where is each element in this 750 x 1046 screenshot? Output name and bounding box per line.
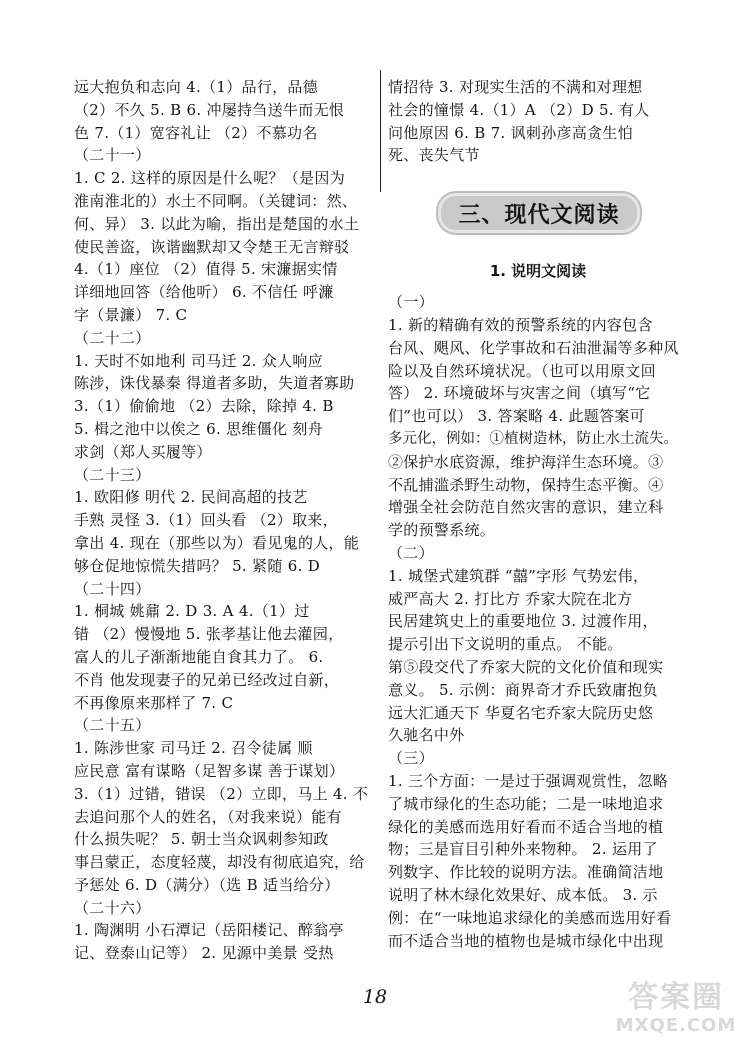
answer-line: 1. 天时不如地利 司马迁 2. 众人响应 (74, 351, 323, 370)
answer-line: 手熟 灵怪 3.（1）回头看 （2）取来， (74, 511, 339, 530)
answer-line: 不肖 他发现妻子的兄弟已经改过自新， (74, 670, 340, 689)
answer-line: 1. 城堡式建筑群 “囍”字形 气势宏伟， (388, 566, 649, 585)
section-banner (388, 167, 688, 251)
answer-line: 了城市绿化的生态功能；二是一味地追求 (388, 794, 664, 813)
answer-line: 绿化的美感而选用好看而不适合当地的植 (388, 817, 664, 836)
answer-line: 记、登泰山记等） 2. 见源中美景 受热 (74, 944, 334, 963)
answer-line: 多元化，例如：①植树造林，防止水土流失。 (388, 430, 678, 447)
answer-line: 远大抱负和志向 4.（1）品行，品德 (74, 78, 319, 96)
answer-line: 而不适合当地的植物也是城市绿化中出现 (388, 931, 664, 950)
answer-line: ②保护水底资源，维护海洋生态环境。③ (388, 452, 664, 471)
watermark-title: 答案圈 (628, 980, 724, 1015)
answer-line: 意义。 5. 示例：商界奇才乔氏致庸抱负 (388, 680, 658, 699)
section-heading: （二十三） (74, 465, 151, 484)
right-answers (388, 291, 688, 952)
answer-line: 民居建筑史上的重要地位 3. 过渡作用， (388, 612, 658, 631)
section-heading: （二） (388, 543, 434, 562)
answer-line: 富人的儿子渐渐地能自食其力了。 6. (74, 647, 324, 666)
answer-line: 够仓促地惊慌失措吗？ 5. 紧随 6. D (74, 556, 321, 575)
answer-line: 应民意 富有谋略（足智多谋 善于谋划） (74, 761, 345, 780)
answer-line: 3.（1）过错，错误 （2）立即，马上 4. 不 (74, 784, 369, 803)
answer-line: 4.（1）座位 （2）值得 5. 宋濂据实情 (74, 260, 338, 279)
answer-line: 问他原因 6. B 7. 讽刺孙彦高贪生怕 (388, 123, 634, 142)
section-title-badge (438, 193, 640, 233)
watermark-url: MXQE.COM (615, 1015, 737, 1036)
answer-line: 1. 三个方面：一是过于强调观赏性，忽略 (388, 771, 669, 790)
answer-line: 险以及自然环境状况。（也可以用原文回 (388, 361, 656, 380)
answer-line: 1. 陈涉世家 司马迁 2. 召令徒属 顺 (74, 739, 313, 758)
page-number: 18 (362, 986, 388, 1008)
answer-line: 何、异） 3. 以此为喻，指出是楚国的水土 (74, 214, 360, 233)
answer-line: 远大汇通天下 华夏名宅乔家大院历史悠 (388, 703, 654, 722)
answer-line: 台风、飓风、化学事故和石油泄漏等多种风 (388, 338, 679, 357)
answer-line: 事吕蒙正，态度轻蔑，却没有彻底追究，给 (74, 853, 365, 872)
answer-line: 5. 楫之池中以俟之 6. 思维僵化 刻舟 (74, 419, 323, 438)
answer-line: 增强全社会防范自然灾害的意识，建立科 (388, 498, 664, 517)
answer-line: 情招待 3. 对现实生活的不满和对理想 (388, 78, 643, 96)
answer-line: 答） 2. 环境破坏与灾害之间（填写“它 (388, 384, 651, 403)
answer-line: 1. 欧阳修 明代 2. 民间高超的技艺 (74, 488, 308, 507)
section-title: 三、现代文阅读 (458, 202, 620, 228)
column-divider (380, 70, 381, 192)
answer-line: 1. 桐城 姚鼐 2. D 3. A 4.（1）过 (74, 602, 310, 621)
answer-line: 3.（1）偷偷地 （2）去除，除掉 4. B (74, 397, 334, 416)
answer-line: 求剑（郑人买履等） (74, 442, 212, 461)
answer-line: 不再像原来那样了 7. C (74, 693, 234, 712)
answer-line: 1. 新的精确有效的预警系统的内容包含 (388, 315, 653, 334)
answer-line: 社会的憧憬 4.（1）A （2）D 5. 有人 (388, 100, 650, 119)
answer-line: （2）不久 5. B 6. 冲屡持刍送牛而无恨 (74, 100, 345, 119)
subsection-title: 1. 说明文阅读 (489, 262, 587, 281)
answer-line: 物；三是盲目引种外来物种。 2. 运用了 (388, 840, 658, 859)
watermark-logo (612, 980, 740, 1040)
answer-line: 提示引出下文说明的重点。 不能。 (388, 635, 623, 654)
right-top-continuation (388, 76, 688, 167)
answer-line: 威严高大 2. 打比方 乔家大院在北方 (388, 589, 633, 608)
answer-line: 久驰名中外 (388, 726, 465, 745)
answer-line: 错 （2）慢慢地 5. 张孝基让他去灌园， (74, 625, 344, 644)
answer-line: 1. C 2. 这样的原因是什么呢？（是因为 (74, 169, 346, 188)
answer-line: 说明了林木绿化效果好、成本低。 3. 示 (388, 885, 658, 904)
section-heading: （一） (388, 293, 434, 312)
answer-line: 第⑤段交代了乔家大院的文化价值和现实 (388, 657, 664, 676)
answer-line: 什么损失呢？ 5. 朝士当众讽刺参知政 (74, 830, 329, 849)
answer-line: 去追问那个人的姓名，（对我来说）能有 (74, 807, 342, 826)
answer-line: 字（景濂） 7. C (74, 305, 188, 324)
answer-line: 例：在“一味地追求绿化的美感而选用好看 (388, 908, 672, 927)
answer-line: 列数字、作比较的说明方法。准确简洁地 (388, 863, 664, 882)
answer-line: 拿出 4. 现在（那些以为）看见鬼的人，能 (74, 533, 360, 552)
section-heading: （二十二） (74, 328, 151, 347)
answer-line: 陈涉，诛伐暴秦 得道者多助，失道者寡助 (74, 374, 355, 393)
section-heading: （二十一） (74, 146, 151, 165)
answer-line: 淮南淮北的）水土不同啊。（关键词：然、 (74, 191, 358, 210)
answer-line: 详细地回答（给他听） 6. 不信任 呼濂 (74, 283, 334, 302)
section-heading: （二十六） (74, 898, 151, 917)
answer-line: 死、丧失气节 (388, 146, 480, 165)
answer-line: 不乱捕滥杀野生动物，保持生态平衡。④ (388, 475, 664, 494)
answer-line: 使民善盗，诙谐幽默却又令楚王无言辩驳 (74, 237, 350, 256)
answer-line: 1. 陶渊明 小石潭记（岳阳楼记、醉翁亭 (74, 921, 344, 940)
section-heading: （三） (388, 749, 434, 768)
section-heading: （二十五） (74, 716, 151, 735)
answer-line: 予惩处 6. D（满分）（选 B 适当给分） (74, 875, 340, 894)
answer-line: 色 7.（1）宽容礼让 （2）不慕功名 (74, 123, 318, 142)
left-column (74, 76, 372, 965)
answer-line: 学的预警系统。 (388, 521, 496, 540)
answer-line: 们”也可以） 3. 答案略 4. 此题答案可 (388, 407, 645, 426)
right-column (388, 76, 688, 952)
section-heading: （二十四） (74, 579, 151, 598)
